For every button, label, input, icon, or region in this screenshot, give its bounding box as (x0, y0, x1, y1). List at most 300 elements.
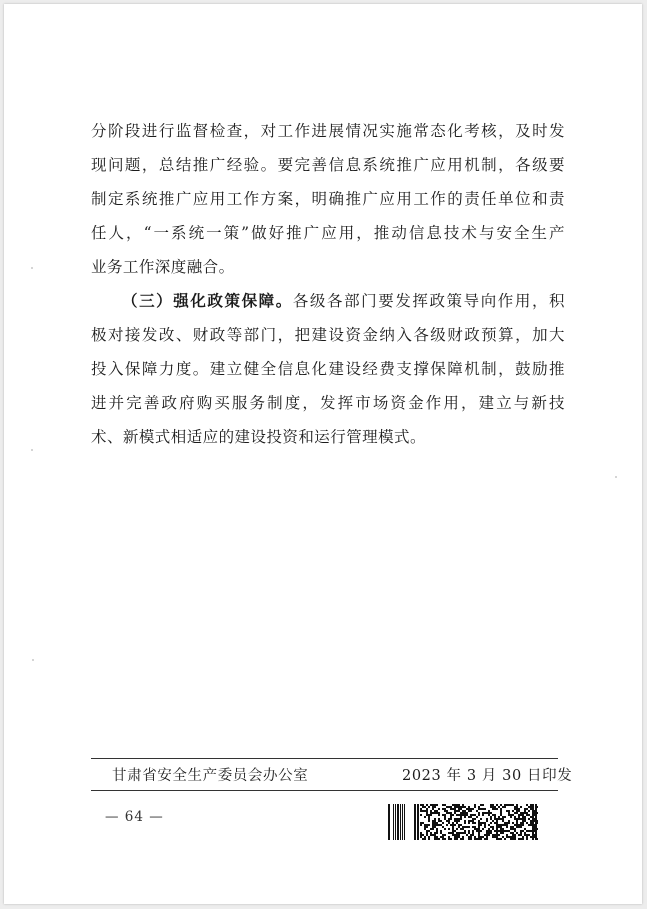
barcode-module (452, 808, 454, 810)
barcode-module (522, 818, 524, 820)
barcode-module (494, 822, 496, 824)
barcode-module (506, 836, 508, 838)
barcode-module (512, 828, 514, 830)
barcode-module (464, 826, 466, 828)
paragraph-2-line-3: 投入保障力度。建立健全信息化建设经费支撑保障机制，鼓励推 (91, 360, 565, 378)
barcode-module (426, 826, 428, 828)
barcode-module (500, 824, 502, 826)
barcode-module (442, 838, 444, 840)
barcode-module (468, 838, 470, 840)
barcode-bar (414, 804, 416, 840)
barcode-bar (393, 804, 394, 840)
barcode-module (450, 818, 452, 820)
barcode-module (434, 804, 436, 806)
barcode-module (520, 826, 522, 828)
barcode-module (432, 828, 434, 830)
barcode-module (454, 806, 456, 808)
barcode-module (500, 826, 502, 828)
barcode-module (430, 810, 432, 812)
barcode-module (454, 818, 456, 820)
barcode-module (466, 826, 468, 828)
barcode-module (472, 826, 474, 828)
barcode-module (508, 812, 510, 814)
barcode-module (492, 836, 494, 838)
barcode-bar (402, 804, 403, 840)
barcode-module (528, 806, 530, 808)
barcode-module (508, 804, 510, 806)
barcode-module (474, 826, 476, 828)
barcode-module (450, 824, 452, 826)
barcode-module (500, 818, 502, 820)
barcode-module (468, 826, 470, 828)
barcode-module (512, 838, 514, 840)
barcode-module (436, 830, 438, 832)
barcode-module (436, 812, 438, 814)
barcode-module (460, 838, 462, 840)
barcode-module (428, 818, 430, 820)
barcode-module (494, 834, 496, 836)
barcode-module (478, 806, 480, 808)
barcode-module (530, 824, 532, 826)
barcode-module (426, 814, 428, 816)
barcode-module (456, 810, 458, 812)
paragraph-2-line-1-rest: 各级各部门要发挥政策导向作用，积 (292, 292, 565, 310)
barcode-module (468, 806, 470, 808)
barcode-module (518, 808, 520, 810)
barcode-module (510, 814, 512, 816)
barcode-module (470, 814, 472, 816)
barcode-module (526, 838, 528, 840)
barcode-module (474, 804, 476, 806)
barcode-module (482, 812, 484, 814)
barcode-module (456, 820, 458, 822)
barcode-module (448, 828, 450, 830)
barcode-module (492, 820, 494, 822)
barcode-module (472, 834, 474, 836)
barcode-module (460, 816, 462, 818)
barcode-module (478, 820, 480, 822)
barcode-guard-bar (532, 804, 534, 840)
barcode-module (430, 814, 432, 816)
barcode-module (478, 836, 480, 838)
barcode-module (454, 812, 456, 814)
barcode-module (478, 814, 480, 816)
barcode-module (504, 838, 506, 840)
barcode-module (492, 806, 494, 808)
paragraph-1-line-1: 分阶段进行监督检查，对工作进展情况实施常态化考核，及时发 (91, 122, 565, 140)
barcode-module (468, 836, 470, 838)
paragraph-2-line-4: 进并完善政府购买服务制度，发挥市场资金作用，建立与新技 (91, 394, 565, 412)
barcode-module (438, 808, 440, 810)
barcode-module (456, 834, 458, 836)
barcode-module (528, 810, 530, 812)
barcode-module (508, 822, 510, 824)
barcode-module (494, 836, 496, 838)
barcode-module (522, 814, 524, 816)
barcode-module (502, 816, 504, 818)
barcode-module (530, 808, 532, 810)
barcode-module (490, 822, 492, 824)
barcode-module (424, 810, 426, 812)
barcode-module (516, 822, 518, 824)
barcode-module (444, 816, 446, 818)
barcode-module (470, 836, 472, 838)
barcode-module (464, 806, 466, 808)
barcode-module (494, 806, 496, 808)
barcode-module (458, 810, 460, 812)
barcode-module (458, 804, 460, 806)
barcode-module (520, 814, 522, 816)
barcode-module (512, 804, 514, 806)
barcode-module (516, 806, 518, 808)
barcode-module (510, 838, 512, 840)
barcode-module (446, 824, 448, 826)
barcode-module (490, 826, 492, 828)
barcode-module (510, 836, 512, 838)
barcode-module (424, 806, 426, 808)
barcode-module (522, 824, 524, 826)
barcode-module (450, 812, 452, 814)
barcode-module (450, 806, 452, 808)
barcode-module (464, 812, 466, 814)
barcode-module (448, 822, 450, 824)
barcode-module (428, 806, 430, 808)
section-heading: （三）强化政策保障。 (122, 292, 293, 310)
barcode-module (516, 818, 518, 820)
barcode-module (504, 830, 506, 832)
barcode-module (496, 824, 498, 826)
barcode-module (420, 810, 422, 812)
barcode-module (512, 834, 514, 836)
barcode-module (426, 810, 428, 812)
barcode-module (468, 808, 470, 810)
barcode-module (442, 834, 444, 836)
barcode-module (428, 820, 430, 822)
barcode-module (450, 808, 452, 810)
barcode-module (440, 830, 442, 832)
barcode-module (500, 838, 502, 840)
barcode-module (424, 824, 426, 826)
barcode-module (498, 824, 500, 826)
barcode-module (512, 832, 514, 834)
barcode-module (430, 834, 432, 836)
barcode-module (498, 816, 500, 818)
barcode-module (522, 836, 524, 838)
barcode-module (478, 824, 480, 826)
barcode-module (500, 832, 502, 834)
barcode-module (520, 824, 522, 826)
barcode-module (496, 836, 498, 838)
barcode-module (490, 830, 492, 832)
barcode-module (448, 818, 450, 820)
barcode-module (526, 804, 528, 806)
barcode-module (454, 824, 456, 826)
barcode-module (458, 806, 460, 808)
barcode-module (490, 812, 492, 814)
barcode-module (434, 806, 436, 808)
barcode-module (492, 834, 494, 836)
barcode-module (430, 832, 432, 834)
barcode-module (474, 836, 476, 838)
barcode-module (504, 806, 506, 808)
barcode-module (426, 830, 428, 832)
barcode-module (496, 822, 498, 824)
barcode-module (498, 806, 500, 808)
barcode-module (492, 826, 494, 828)
barcode-module (454, 810, 456, 812)
barcode-module (498, 818, 500, 820)
barcode-module (484, 826, 486, 828)
barcode-module (504, 824, 506, 826)
barcode-module (522, 816, 524, 818)
barcode-module (508, 830, 510, 832)
barcode-module (468, 820, 470, 822)
barcode-module (422, 822, 424, 824)
barcode-module (526, 830, 528, 832)
barcode-module (422, 804, 424, 806)
barcode-module (520, 822, 522, 824)
barcode-module (520, 834, 522, 836)
barcode-module (432, 806, 434, 808)
barcode-module (514, 834, 516, 836)
barcode-module (472, 820, 474, 822)
barcode-module (424, 836, 426, 838)
barcode-module (480, 830, 482, 832)
barcode-module (444, 814, 446, 816)
barcode-module (444, 808, 446, 810)
barcode-module (508, 814, 510, 816)
barcode-module (480, 838, 482, 840)
barcode-module (488, 812, 490, 814)
barcode-bar (395, 804, 396, 840)
barcode-module (496, 818, 498, 820)
barcode-module (520, 818, 522, 820)
barcode-module (472, 808, 474, 810)
barcode-module (420, 824, 422, 826)
barcode-module (478, 828, 480, 830)
barcode-module (496, 830, 498, 832)
barcode-module (462, 838, 464, 840)
barcode-module (512, 826, 514, 828)
paragraph-1-line-3: 制定系统推广应用工作方案，明确推广应用工作的责任单位和责 (91, 190, 565, 208)
barcode-module (458, 826, 460, 828)
barcode-module (444, 818, 446, 820)
barcode-module (474, 822, 476, 824)
barcode-module (528, 834, 530, 836)
barcode-module (440, 824, 442, 826)
page-number: — 64 — (105, 809, 164, 825)
barcode-module (500, 804, 502, 806)
barcode-module (520, 838, 522, 840)
barcode-module (440, 836, 442, 838)
barcode-module (520, 806, 522, 808)
barcode-module (482, 836, 484, 838)
barcode-module (428, 824, 430, 826)
barcode-module (480, 822, 482, 824)
barcode-module (466, 834, 468, 836)
barcode-module (530, 830, 532, 832)
barcode-module (502, 836, 504, 838)
barcode-module (502, 832, 504, 834)
barcode-module (454, 834, 456, 836)
barcode-module (528, 818, 530, 820)
barcode-module (494, 808, 496, 810)
barcode-module (462, 814, 464, 816)
barcode-module (432, 812, 434, 814)
barcode-bar (417, 804, 419, 840)
barcode-module (518, 818, 520, 820)
barcode-module (434, 824, 436, 826)
barcode-module (460, 828, 462, 830)
barcode-module (512, 836, 514, 838)
footer-top-rule (91, 758, 558, 759)
barcode-module (440, 820, 442, 822)
barcode-module (444, 804, 446, 806)
barcode-module (478, 826, 480, 828)
barcode-module (498, 830, 500, 832)
barcode-module (486, 834, 488, 836)
barcode-module (500, 808, 502, 810)
barcode-module (478, 838, 480, 840)
barcode-module (486, 820, 488, 822)
barcode-module (524, 812, 526, 814)
barcode-module (520, 812, 522, 814)
barcode-module (456, 838, 458, 840)
barcode-module (436, 804, 438, 806)
barcode-module (510, 804, 512, 806)
barcode-module (448, 806, 450, 808)
barcode-module (518, 810, 520, 812)
barcode-module (476, 828, 478, 830)
barcode-module (486, 832, 488, 834)
barcode-module (478, 822, 480, 824)
barcode-module (472, 814, 474, 816)
barcode-module (468, 816, 470, 818)
barcode-module (424, 828, 426, 830)
barcode-module (422, 806, 424, 808)
barcode-module (454, 838, 456, 840)
barcode-module (452, 804, 454, 806)
barcode-module (514, 836, 516, 838)
barcode-module (480, 804, 482, 806)
barcode-module (526, 822, 528, 824)
barcode-module (516, 832, 518, 834)
barcode-module (506, 824, 508, 826)
barcode-module (526, 814, 528, 816)
barcode-module (522, 822, 524, 824)
barcode-module (424, 816, 426, 818)
barcode-module (434, 834, 436, 836)
barcode-module (516, 826, 518, 828)
barcode-module (490, 806, 492, 808)
barcode-module (420, 822, 422, 824)
barcode-bar (400, 804, 401, 840)
barcode-module (502, 820, 504, 822)
barcode-module (428, 830, 430, 832)
barcode-module (458, 814, 460, 816)
issuer-name: 甘肃省安全生产委员会办公室 (112, 768, 309, 784)
barcode-module (452, 834, 454, 836)
barcode-module (518, 814, 520, 816)
barcode-module (436, 832, 438, 834)
barcode-module (494, 816, 496, 818)
barcode-module (518, 826, 520, 828)
barcode-module (434, 810, 436, 812)
barcode-module (438, 812, 440, 814)
barcode-module (474, 814, 476, 816)
barcode-module (524, 816, 526, 818)
barcode-module (486, 838, 488, 840)
barcode-module (452, 826, 454, 828)
body-text (91, 114, 565, 454)
barcode-module (462, 826, 464, 828)
barcode-module (528, 830, 530, 832)
barcode-module (454, 836, 456, 838)
barcode-module (484, 808, 486, 810)
barcode-module (460, 814, 462, 816)
barcode-module (506, 834, 508, 836)
barcode-module (516, 808, 518, 810)
barcode-module (446, 820, 448, 822)
barcode-module (500, 828, 502, 830)
barcode-module (458, 818, 460, 820)
barcode-module (510, 826, 512, 828)
barcode-module (426, 808, 428, 810)
barcode-module (522, 830, 524, 832)
barcode-module (452, 822, 454, 824)
barcode-module (424, 826, 426, 828)
barcode-module (524, 828, 526, 830)
barcode-module (456, 832, 458, 834)
barcode-module (456, 814, 458, 816)
barcode-module (454, 830, 456, 832)
barcode-module (420, 834, 422, 836)
barcode-module (456, 804, 458, 806)
barcode-module (506, 826, 508, 828)
barcode-module (468, 830, 470, 832)
barcode-module (466, 814, 468, 816)
barcode-module (484, 812, 486, 814)
barcode-module (494, 818, 496, 820)
barcode-module (428, 816, 430, 818)
barcode-module (496, 828, 498, 830)
barcode-module (516, 820, 518, 822)
barcode-module (446, 810, 448, 812)
barcode-module (420, 808, 422, 810)
barcode-module (524, 818, 526, 820)
barcode-module (466, 808, 468, 810)
barcode-module (472, 832, 474, 834)
barcode-module (458, 836, 460, 838)
barcode-module (444, 838, 446, 840)
barcode-module (482, 804, 484, 806)
barcode-module (510, 828, 512, 830)
barcode-module (518, 824, 520, 826)
barcode-module (470, 816, 472, 818)
barcode-module (494, 830, 496, 832)
barcode-module (436, 828, 438, 830)
barcode-module (530, 816, 532, 818)
barcode-module (530, 804, 532, 806)
barcode-module (462, 832, 464, 834)
barcode-module (432, 820, 434, 822)
barcode-module (524, 832, 526, 834)
barcode-module (450, 832, 452, 834)
barcode-module (450, 816, 452, 818)
barcode-module (464, 816, 466, 818)
barcode-module (504, 804, 506, 806)
barcode-module (470, 808, 472, 810)
